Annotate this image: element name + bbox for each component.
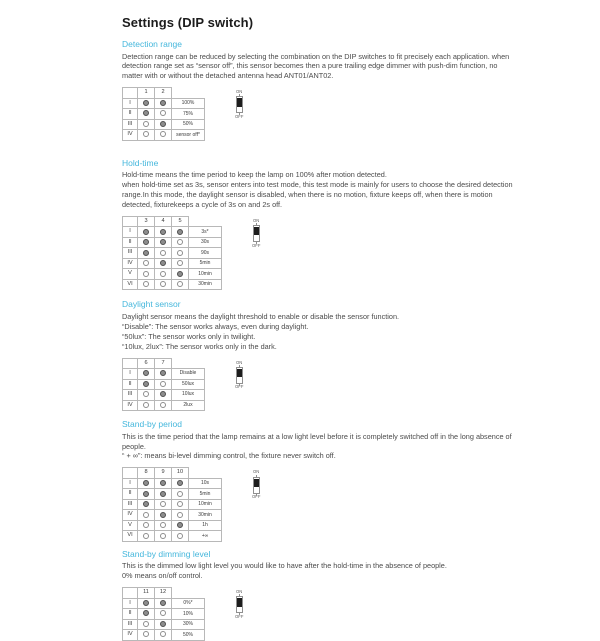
paragraph: This is the time period that the lamp remains at a low light level before it is completely switched off in the long absence of people. [122,431,512,451]
dip-dot-on [160,121,166,127]
switch-cell [138,269,155,280]
section-body [122,312,514,352]
switch-cell [155,369,172,380]
table-row [123,130,205,141]
section-body [122,52,514,82]
switch-cell [172,489,189,500]
table-row [123,279,222,290]
table-row [123,390,205,401]
value-cell: 10s [189,478,222,489]
paragraph: This is the dimmed low light level you would like to have after the hold-time in the absence of people. [122,561,447,571]
value-cell: 10min [189,269,222,280]
row-label: IV [123,400,138,411]
dip-dot-off [160,271,166,277]
dip-dot-on [143,491,149,497]
dip-off-label: OFF [252,494,261,500]
dip-dot-on [143,381,149,387]
dip-dot-on [160,391,166,397]
value-cell: 30% [172,619,205,630]
dip-dot-off [143,131,149,137]
section-body [122,170,514,210]
dip-knob [237,598,242,606]
switch-cell [155,237,172,248]
table-row [123,520,222,531]
value-cell: +∞ [189,531,222,542]
table-row [123,510,222,521]
dip-dot-off [177,501,183,507]
section-heading: Detection range [122,39,183,49]
dip-dot-on [160,480,166,486]
table-row [123,489,222,500]
switch-cell [155,619,172,630]
switch-cell [172,520,189,531]
dip-track [236,596,243,613]
row-label: I [123,369,138,380]
dip-table [122,587,205,641]
dip-on-label: ON [253,217,260,223]
switch-cell [172,510,189,521]
row-label: II [123,237,138,248]
dip-track [253,225,260,242]
switch-cell [155,98,172,109]
switch-cell [138,520,155,531]
value-cell: 50% [172,119,205,130]
dip-on-label: ON [236,589,243,595]
table-header-row [123,216,222,227]
row-label: IV [123,510,138,521]
switch-number-header: 7 [155,358,172,369]
dip-dot-off [177,533,183,539]
dip-table [122,467,222,542]
row-label: VI [123,279,138,290]
switch-cell [138,279,155,290]
switch-cell [172,531,189,542]
switch-number-header: 1 [138,88,155,99]
switch-cell [138,109,155,120]
dip-dot-on [160,100,166,106]
switch-cell [138,130,155,141]
dip-dot-off [160,522,166,528]
table-row [123,237,222,248]
switch-cell [138,619,155,630]
dip-dot-off [143,512,149,518]
dip-knob [237,369,242,377]
switch-cell [155,531,172,542]
table-row [123,598,205,609]
table-header-row [123,88,205,99]
dip-dot-off [143,631,149,637]
switch-cell [155,227,172,238]
switch-cell [155,130,172,141]
dip-track [236,367,243,384]
switch-cell [138,598,155,609]
section-daylight-sensor [122,299,514,411]
switch-cell [172,279,189,290]
switch-cell [155,390,172,401]
value-cell: 0%* [172,598,205,609]
switch-number-header: 8 [138,468,155,479]
value-cell: 10min [189,499,222,510]
dip-dot-on [143,600,149,606]
dip-dot-on [177,271,183,277]
dip-track [253,477,260,494]
table-row [123,269,222,280]
value-cell: Disable [172,369,205,380]
switch-cell [155,510,172,521]
table-header-row [123,468,222,479]
row-label: I [123,598,138,609]
dip-dot-off [160,631,166,637]
dip-switch-illustration [252,219,260,248]
switch-number-header: 11 [138,588,155,599]
table-header-row [123,588,205,599]
dip-dot-off [160,250,166,256]
dip-dot-off [177,250,183,256]
value-cell: 2lux [172,400,205,411]
value-cell: 5min [189,489,222,500]
dip-dot-off [143,271,149,277]
row-label: I [123,478,138,489]
switch-cell [138,98,155,109]
dip-dot-on [143,110,149,116]
dip-dot-on [143,100,149,106]
switch-cell [155,279,172,290]
switch-cell [172,227,189,238]
dip-dot-on [160,239,166,245]
dip-dot-on [177,480,183,486]
row-label: II [123,379,138,390]
table-row [123,119,205,130]
row-label: III [123,390,138,401]
value-cell: 75% [172,109,205,120]
switch-cell [138,510,155,521]
switch-cell [155,478,172,489]
switch-cell [138,400,155,411]
row-label: IV [123,130,138,141]
dip-dot-off [160,131,166,137]
dip-table [122,216,222,291]
value-cell: 1h [189,520,222,531]
switch-number-header: 3 [138,216,155,227]
dip-dot-off [177,239,183,245]
dip-dot-on [160,260,166,266]
switch-number-header: 10 [172,468,189,479]
switch-cell [138,478,155,489]
switch-cell [155,520,172,531]
row-label: I [123,98,138,109]
switch-cell [155,109,172,120]
table-row [123,379,205,390]
switch-cell [155,379,172,390]
paragraph: Daylight sensor means the daylight threshold to enable or disable the sensor function. [122,311,400,321]
paragraph: “Disable”: The sensor works always, even during daylight. [122,321,309,331]
switch-number-header: 5 [172,216,189,227]
dip-dot-on [160,229,166,235]
dip-dot-off [160,281,166,287]
value-cell: 30s [189,237,222,248]
dip-dot-on [160,621,166,627]
switch-cell [155,609,172,620]
dip-knob [237,98,242,106]
switch-cell [138,379,155,390]
ghost-cell [172,88,205,99]
row-label: II [123,609,138,620]
table-row [123,369,205,380]
table-header-row [123,358,205,369]
switch-cell [155,119,172,130]
paragraph: Hold-time means the time period to keep the lamp on 100% after motion detected. [122,170,387,180]
dip-on-label: ON [253,469,260,475]
ghost-cell [172,588,205,599]
row-label: V [123,520,138,531]
table-row [123,630,205,641]
switch-cell [138,609,155,620]
dip-dot-on [160,491,166,497]
switch-cell [155,499,172,510]
value-cell: 30min [189,279,222,290]
dip-track [236,96,243,113]
dip-knob [254,479,259,487]
switch-cell [155,400,172,411]
dip-switch-illustration [252,470,260,499]
switch-cell [155,258,172,269]
dip-off-label: OFF [235,613,244,619]
dip-switch-illustration [235,361,243,390]
row-label: II [123,489,138,500]
value-cell: 10lux [172,390,205,401]
dip-dot-off [177,260,183,266]
dip-dot-off [143,391,149,397]
row-label: III [123,499,138,510]
dip-off-label: OFF [235,384,244,390]
dip-dot-on [143,480,149,486]
corner-cell [123,588,138,599]
table-row [123,98,205,109]
dip-on-label: ON [236,89,243,95]
corner-cell [123,88,138,99]
value-cell: 50% [172,630,205,641]
switch-cell [138,237,155,248]
row-label: II [123,109,138,120]
dip-switch-illustration [235,590,243,619]
table-row [123,499,222,510]
dip-dot-off [143,260,149,266]
table-row [123,400,205,411]
paragraph: “50lux”: The sensor works only in twilight. [122,331,256,341]
dip-dot-off [143,121,149,127]
dip-dot-off [160,110,166,116]
dip-dot-off [143,522,149,528]
paragraph: “10lux, 2lux”: The sensor works only in the dark. [122,341,277,351]
row-label: III [123,248,138,259]
section-heading: Daylight sensor [122,299,181,310]
switch-cell [138,369,155,380]
dip-dot-on [143,250,149,256]
switch-number-header: 2 [155,88,172,99]
switch-cell [155,269,172,280]
value-cell: sensor off* [172,130,205,141]
dip-dot-off [177,491,183,497]
dip-dot-off [143,533,149,539]
dip-dot-off [160,501,166,507]
table-row [123,531,222,542]
section-body [122,561,514,581]
switch-cell [172,237,189,248]
table-area [122,87,514,141]
value-cell: 90s [189,248,222,259]
value-cell: 30min [189,510,222,521]
page-content [122,15,514,641]
dip-knob [254,227,259,235]
switch-cell [155,248,172,259]
section-body [122,432,514,462]
dip-dot-off [143,281,149,287]
section-heading: Stand-by dimming level [122,548,211,559]
table-area [122,216,514,291]
switch-cell [138,258,155,269]
switch-cell [155,598,172,609]
dip-dot-off [160,381,166,387]
switch-cell [138,119,155,130]
table-area [122,587,514,641]
dip-dot-off [160,533,166,539]
dip-dot-off [160,610,166,616]
switch-cell [138,531,155,542]
value-cell: 100% [172,98,205,109]
switch-cell [155,630,172,641]
dip-dot-on [143,370,149,376]
dip-dot-on [143,229,149,235]
paragraph: Detection range can be reduced by selecting the combination on the DIP switches to fit precisely each application. when detection range set as “sensor off”, this sensor becomes then a pure trailing edge dimmer with push-dim function, no matter with or without the detached antenna head ANT01/ANT02. [122,51,510,81]
switch-number-header: 12 [155,588,172,599]
table-row [123,248,222,259]
table-area [122,467,514,542]
switch-number-header: 9 [155,468,172,479]
switch-cell [155,489,172,500]
paragraph: 0% means on/off control. [122,571,203,581]
page-title: Settings (DIP switch) [122,15,254,30]
row-label: IV [123,630,138,641]
ghost-cell [189,468,222,479]
dip-table [122,358,205,412]
table-row [123,227,222,238]
dip-dot-off [143,621,149,627]
row-label: I [123,227,138,238]
section-hold-time [122,158,514,291]
switch-cell [172,248,189,259]
ghost-cell [189,216,222,227]
switch-number-header: 6 [138,358,155,369]
dip-on-label: ON [236,359,243,365]
table-row [123,609,205,620]
section-heading: Hold-time [122,157,159,168]
table-row [123,109,205,120]
section-heading: Stand-by period [122,419,183,430]
dip-dot-on [143,610,149,616]
dip-off-label: OFF [235,113,244,119]
row-label: V [123,269,138,280]
value-cell: 10% [172,609,205,620]
table-row [123,258,222,269]
switch-cell [138,390,155,401]
dip-dot-on [160,370,166,376]
dip-dot-on [177,522,183,528]
value-cell: 50lux [172,379,205,390]
switch-cell [138,489,155,500]
section-stand-by-dimming-level [122,549,514,641]
switch-cell [138,227,155,238]
ghost-cell [172,358,205,369]
value-cell: 3s* [189,227,222,238]
switch-cell [172,269,189,280]
switch-cell [172,258,189,269]
corner-cell [123,468,138,479]
dip-table [122,87,205,141]
table-row [123,619,205,630]
row-label: III [123,619,138,630]
paragraph: “ + ∞”: means bi-level dimming control, the fixture never switch off. [122,451,336,461]
row-label: IV [123,258,138,269]
dip-dot-off [177,512,183,518]
dip-dot-on [177,229,183,235]
value-cell: 5min [189,258,222,269]
row-label: III [123,119,138,130]
dip-dot-on [143,239,149,245]
switch-cell [138,499,155,510]
section-stand-by-period [122,419,514,542]
dip-off-label: OFF [252,242,261,248]
table-area [122,358,514,412]
switch-cell [172,499,189,510]
corner-cell [123,358,138,369]
row-label: VI [123,531,138,542]
paragraph: when hold-time set as 3s, sensor enters into test mode, this test mode is mainly for users to choose the desired detection range.In this mode, the daylight sensor is disabled, when there is no motion, fixture keeps off, when there is motion detected, fixturekeeps a cycle of 3s on and 2s off. [122,180,513,210]
section-detection-range [122,39,514,141]
dip-dot-on [160,512,166,518]
switch-cell [138,630,155,641]
dip-dot-off [177,281,183,287]
table-row [123,478,222,489]
dip-dot-off [143,402,149,408]
switch-cell [172,478,189,489]
dip-dot-off [160,402,166,408]
corner-cell [123,216,138,227]
dip-dot-on [160,600,166,606]
switch-number-header: 4 [155,216,172,227]
dip-dot-on [143,501,149,507]
switch-cell [138,248,155,259]
dip-switch-illustration [235,90,243,119]
